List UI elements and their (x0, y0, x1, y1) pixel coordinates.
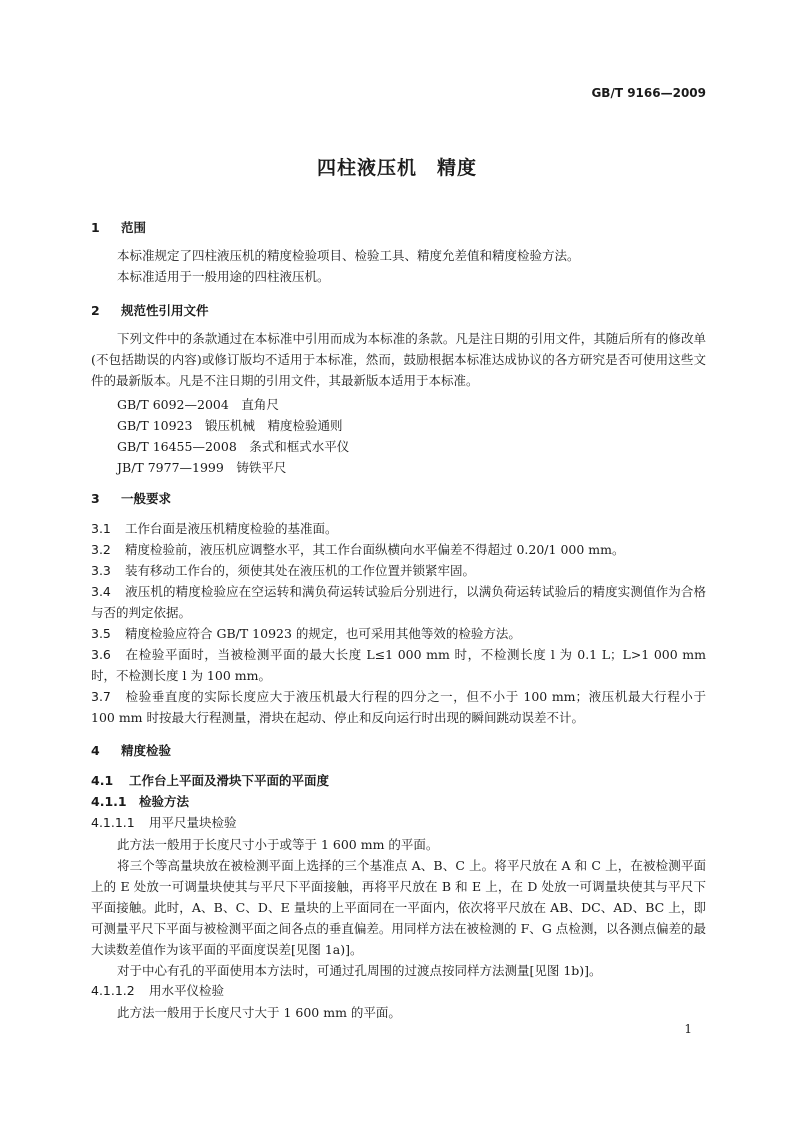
section-4-1-1-heading: 4.1.1 检验方法 (91, 794, 190, 809)
clause-3-6: 3.6 在检验平面时，当被检测平面的最大长度 L≤1 000 mm 时，不检测长度 l 为 0.1 L；L>1 000 mm 时，不检测长度 l 为 100 mm。 (91, 647, 706, 683)
clause-3-7: 3.7 检验垂直度的实际长度应大于液压机最大行程的四分之一，但不小于 100 mm；液压机最大行程小于 100 mm 时按最大行程测量，滑块在起动、停止和反向运行时出现的瞬间跳动误差不计。 (91, 689, 706, 725)
section-2-paragraph: 下列文件中的条款通过在本标准中引用而成为本标准的条款。凡是注日期的引用文件，其随后所有的修改单(不包括勘误的内容)或修订版均不适用于本标准，然而，鼓励根据本标准达成协议的各方研究是否可使用这些文件的最新版本。凡是不注日期的引用文件，其最新版本适用于本标准。 (91, 331, 706, 388)
section-4-1-heading: 4.1 工作台上平面及滑块下平面的平面度 (91, 773, 330, 788)
section-1-paragraph-1: 本标准规定了四柱液压机的精度检验项目、检验工具、精度允差值和精度检验方法。 (117, 248, 580, 263)
paragraph-4-1-1-1-c: 对于中心有孔的平面使用本方法时，可通过孔周围的过渡点按同样方法测量[见图 1b)]。 (117, 963, 602, 978)
reference-item: GB/T 10923 锻压机械 精度检验通则 (117, 418, 343, 433)
section-1-paragraph-2: 本标准适用于一般用途的四柱液压机。 (117, 269, 330, 284)
clause-3-1: 3.1 工作台面是液压机精度检验的基准面。 (91, 521, 338, 536)
section-1-heading: 1 范围 (91, 220, 147, 235)
paragraph-4-1-1-2: 此方法一般用于长度尺寸大于 1 600 mm 的平面。 (117, 1005, 401, 1020)
section-4-1-1-2-heading: 4.1.1.2 用水平仪检验 (91, 983, 225, 998)
page-number: 1 (684, 1022, 692, 1036)
clause-3-2: 3.2 精度检验前，液压机应调整水平，其工作台面纵横向水平偏差不得超过 0.20/1 000 mm。 (91, 542, 625, 557)
section-4-heading: 4 精度检验 (91, 743, 172, 758)
page-title: 四柱液压机 精度 (316, 157, 477, 179)
reference-item: GB/T 6092—2004 直角尺 (117, 397, 279, 412)
paragraph-4-1-1-1-a: 此方法一般用于长度尺寸小于或等于 1 600 mm 的平面。 (117, 837, 439, 852)
standard-number: GB/T 9166—2009 (591, 86, 706, 100)
clause-3-3: 3.3 装有移动工作台的，须使其处在液压机的工作位置并锁紧牢固。 (91, 563, 476, 578)
section-2-heading: 2 规范性引用文件 (91, 303, 209, 318)
reference-item: JB/T 7977—1999 铸铁平尺 (117, 460, 287, 475)
clause-3-5: 3.5 精度检验应符合 GB/T 10923 的规定，也可采用其他等效的检验方法。 (91, 626, 521, 641)
section-3-heading: 3 一般要求 (91, 491, 172, 506)
section-4-1-1-1-heading: 4.1.1.1 用平尺量块检验 (91, 815, 237, 830)
reference-item: GB/T 16455—2008 条式和框式水平仪 (117, 439, 350, 454)
paragraph-4-1-1-1-b: 将三个等高量块放在被检测平面上选择的三个基准点 A、B、C 上。将平尺放在 A 和 C 上，在被检测平面上的 E 处放一可调量块使其与平尺下平面接触，再将平尺放在 B 和 E 上，在 D 处放一可调量块使其与平尺下平面接触。此时，A、B、C、D、E 量块的上平面同在一平面内，依次将平尺放在 AB、DC、AD、BC 上，即可测量平尺下平面与被检测平面之间各点的垂直偏差。用同样方法在被检测的 F、G 点检测，以各测点偏差的最大读数差值作为该平面的平面度误差[见图 1a)]。 (91, 858, 706, 957)
clause-3-4: 3.4 液压机的精度检验应在空运转和满负荷运转试验后分别进行，以满负荷运转试验后的精度实测值作为合格与否的判定依据。 (91, 584, 706, 620)
